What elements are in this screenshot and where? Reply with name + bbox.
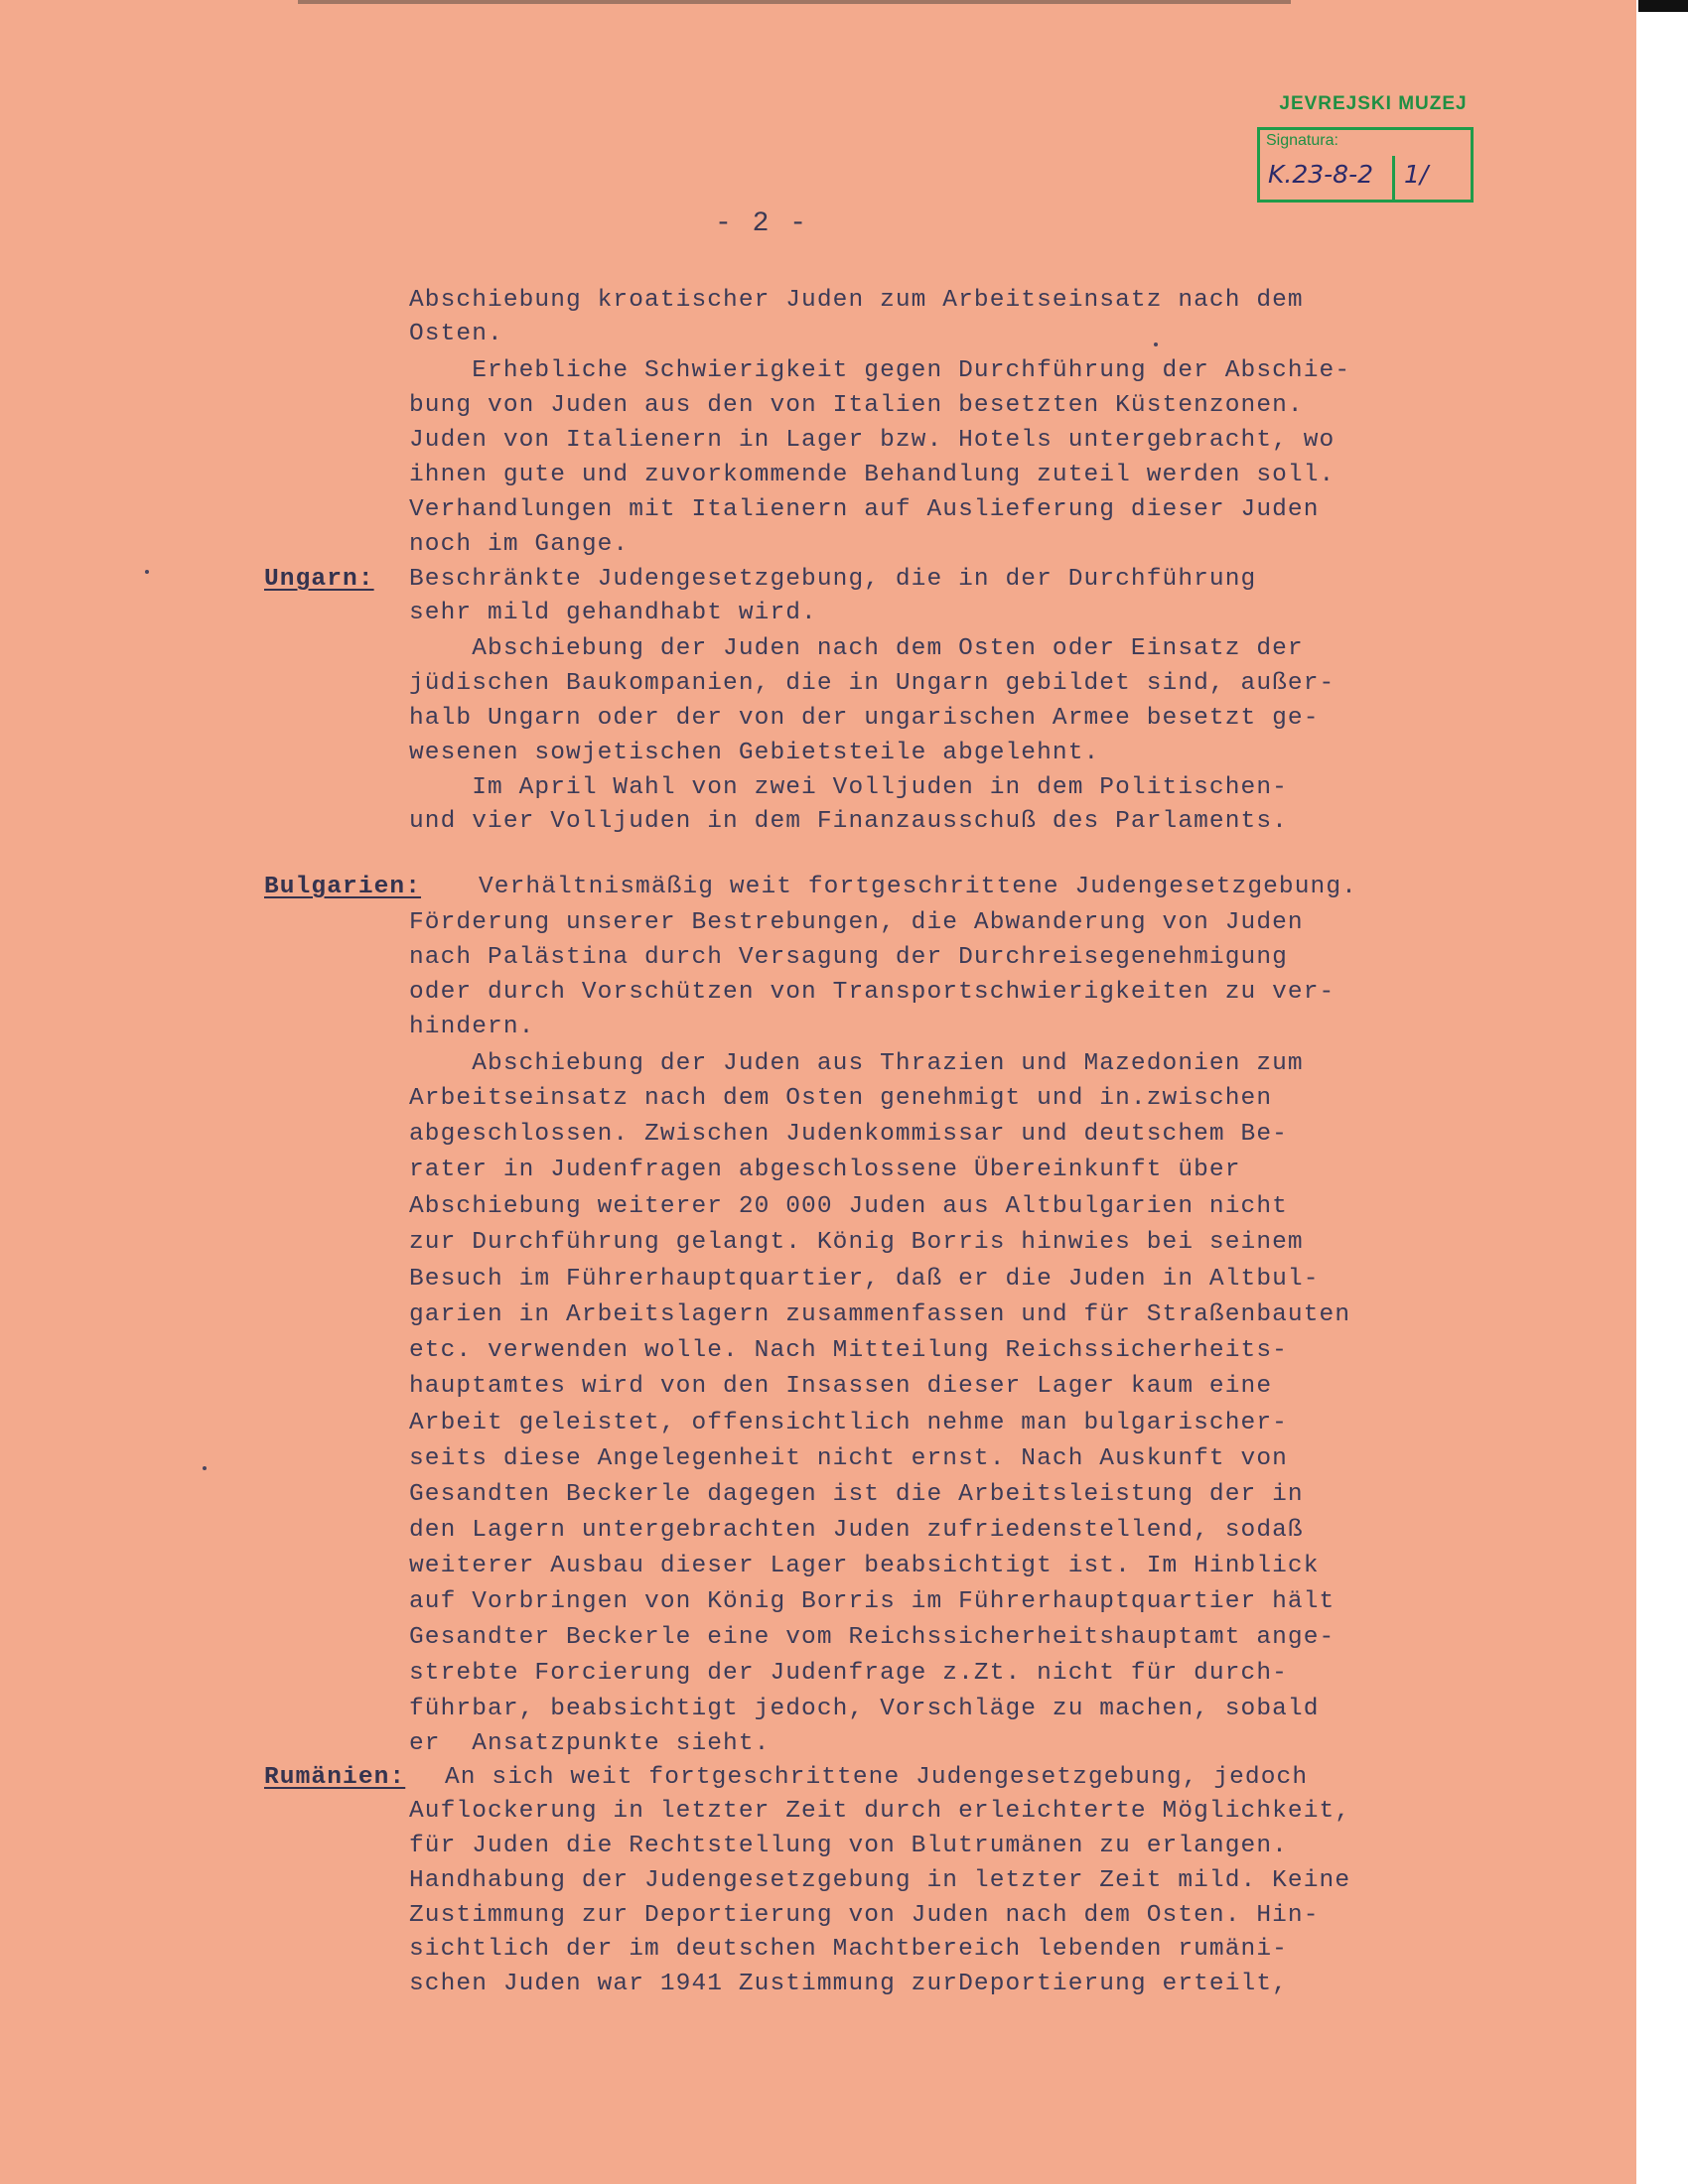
text-line: Förderung unserer Bestrebungen, die Abwanderung von Juden [409,909,1304,936]
text-line: Abschiebung weiterer 20 000 Juden aus Altbulgarien nicht [409,1193,1288,1220]
scan-margin [1636,0,1688,2184]
text-line: für Juden die Rechtstellung von Blutrumänen zu erlangen. [409,1833,1288,1859]
scan-corner-mark [1638,0,1688,12]
section-heading-ungarn: Ungarn: [264,566,374,593]
scan-speck [145,570,149,574]
text-line: Auflockerung in letzter Zeit durch erleichterte Möglichkeit, [409,1798,1351,1825]
section-heading-bulgarien: Bulgarien: [264,874,422,900]
text-line: halb Ungarn oder der von der ungarischen Armee besetzt ge- [409,705,1320,732]
text-line: wesenen sowjetischen Gebietsteile abgelehnt. [409,740,1100,766]
scan-speck [203,1466,207,1470]
text-line: Gesandter Beckerle eine vom Reichssicherheitshauptamt ange- [409,1624,1336,1651]
text-line: schen Juden war 1941 Zustimmung zurDeportierung erteilt, [409,1971,1288,1997]
text-line: ihnen gute und zuvorkommende Behandlung zuteil werden soll. [409,462,1336,488]
text-line: Verhältnismäßig weit fortgeschrittene Judengesetzgebung. [479,874,1357,900]
text-line: bung von Juden aus den von Italien besetzten Küstenzonen. [409,392,1304,419]
stamp-title: JEVREJSKI MUZEJ [1279,93,1468,114]
text-line: An sich weit fortgeschrittene Judengesetzgebung, jedoch [445,1764,1309,1791]
text-line: Im April Wahl von zwei Volljuden in dem Politischen- [409,774,1288,801]
text-line: strebte Forcierung der Judenfrage z.Zt. nicht für durch- [409,1660,1288,1687]
text-line: sehr mild gehandhabt wird. [409,600,817,626]
text-line: garien in Arbeitslagern zusammenfassen und für Straßenbauten [409,1301,1351,1328]
text-line: und vier Volljuden in dem Finanzausschuß des Parlaments. [409,808,1288,835]
text-line: Besuch im Führerhauptquartier, daß er die Juden in Altbul- [409,1266,1320,1293]
page-number: - 2 - [715,208,809,239]
text-line: Abschiebung der Juden nach dem Osten oder Einsatz der [409,635,1304,662]
text-line: hauptamtes wird von den Insassen dieser Lager kaum eine [409,1373,1273,1400]
text-line: oder durch Vorschützen von Transportschwierigkeiten zu ver- [409,979,1336,1006]
text-line: noch im Gange. [409,531,630,558]
text-line: hindern. [409,1014,535,1040]
stamp-sheet-number: 1/ [1404,160,1429,189]
text-line: Verhandlungen mit Italienern auf Auslieferung dieser Juden [409,496,1320,523]
scan-speck [1154,342,1158,346]
text-line: zur Durchführung gelangt. König Borris hinwies bei seinem [409,1229,1304,1256]
text-line: er Ansatzpunkte sieht. [409,1730,771,1757]
text-line: Abschiebung der Juden aus Thrazien und Mazedonien zum [409,1050,1304,1077]
text-line: auf Vorbringen von König Borris im Führerhauptquartier hält [409,1588,1336,1615]
text-line: Zustimmung zur Deportierung von Juden nach dem Osten. Hin- [409,1902,1320,1929]
text-line: weiterer Ausbau dieser Lager beabsichtigt ist. Im Hinblick [409,1553,1320,1579]
text-line: Beschränkte Judengesetzgebung, die in der Durchführung [409,566,1257,593]
text-line: Juden von Italienern in Lager bzw. Hotels untergebracht, wo [409,427,1336,454]
text-line: etc. verwenden wolle. Nach Mitteilung Reichssicherheits- [409,1337,1288,1364]
stamp-signature-code: K.23-8-2 [1268,160,1374,189]
text-line: führbar, beabsichtigt jedoch, Vorschläge zu machen, sobald [409,1696,1320,1722]
text-line: seits diese Angelegenheit nicht ernst. Nach Auskunft von [409,1445,1288,1472]
text-line: nach Palästina durch Versagung der Durchreisegenehmigung [409,944,1288,971]
stamp-label: Signatura: [1266,132,1338,149]
text-line: sichtlich der im deutschen Machtbereich lebenden rumäni- [409,1936,1288,1963]
text-line: jüdischen Baukompanien, die in Ungarn gebildet sind, außer- [409,670,1336,697]
text-line: abgeschlossen. Zwischen Judenkommissar und deutschem Be- [409,1121,1288,1148]
section-heading-rumaenien: Rumänien: [264,1764,406,1791]
text-line: Arbeitseinsatz nach dem Osten genehmigt und in.zwischen [409,1085,1273,1112]
text-line: rater in Judenfragen abgeschlossene Übereinkunft über [409,1157,1241,1183]
text-line: den Lagern untergebrachten Juden zufriedenstellend, sodaß [409,1517,1304,1544]
text-line: Erhebliche Schwierigkeit gegen Durchführung der Abschie- [409,357,1351,384]
text-line: Abschiebung kroatischer Juden zum Arbeitseinsatz nach dem [409,287,1304,314]
text-line: Handhabung der Judengesetzgebung in letzter Zeit mild. Keine [409,1867,1351,1894]
text-line: Osten. [409,321,503,347]
text-line: Arbeit geleistet, offensichtlich nehme man bulgarischer- [409,1410,1288,1436]
text-line: Gesandten Beckerle dagegen ist die Arbeitsleistung der in [409,1481,1304,1508]
